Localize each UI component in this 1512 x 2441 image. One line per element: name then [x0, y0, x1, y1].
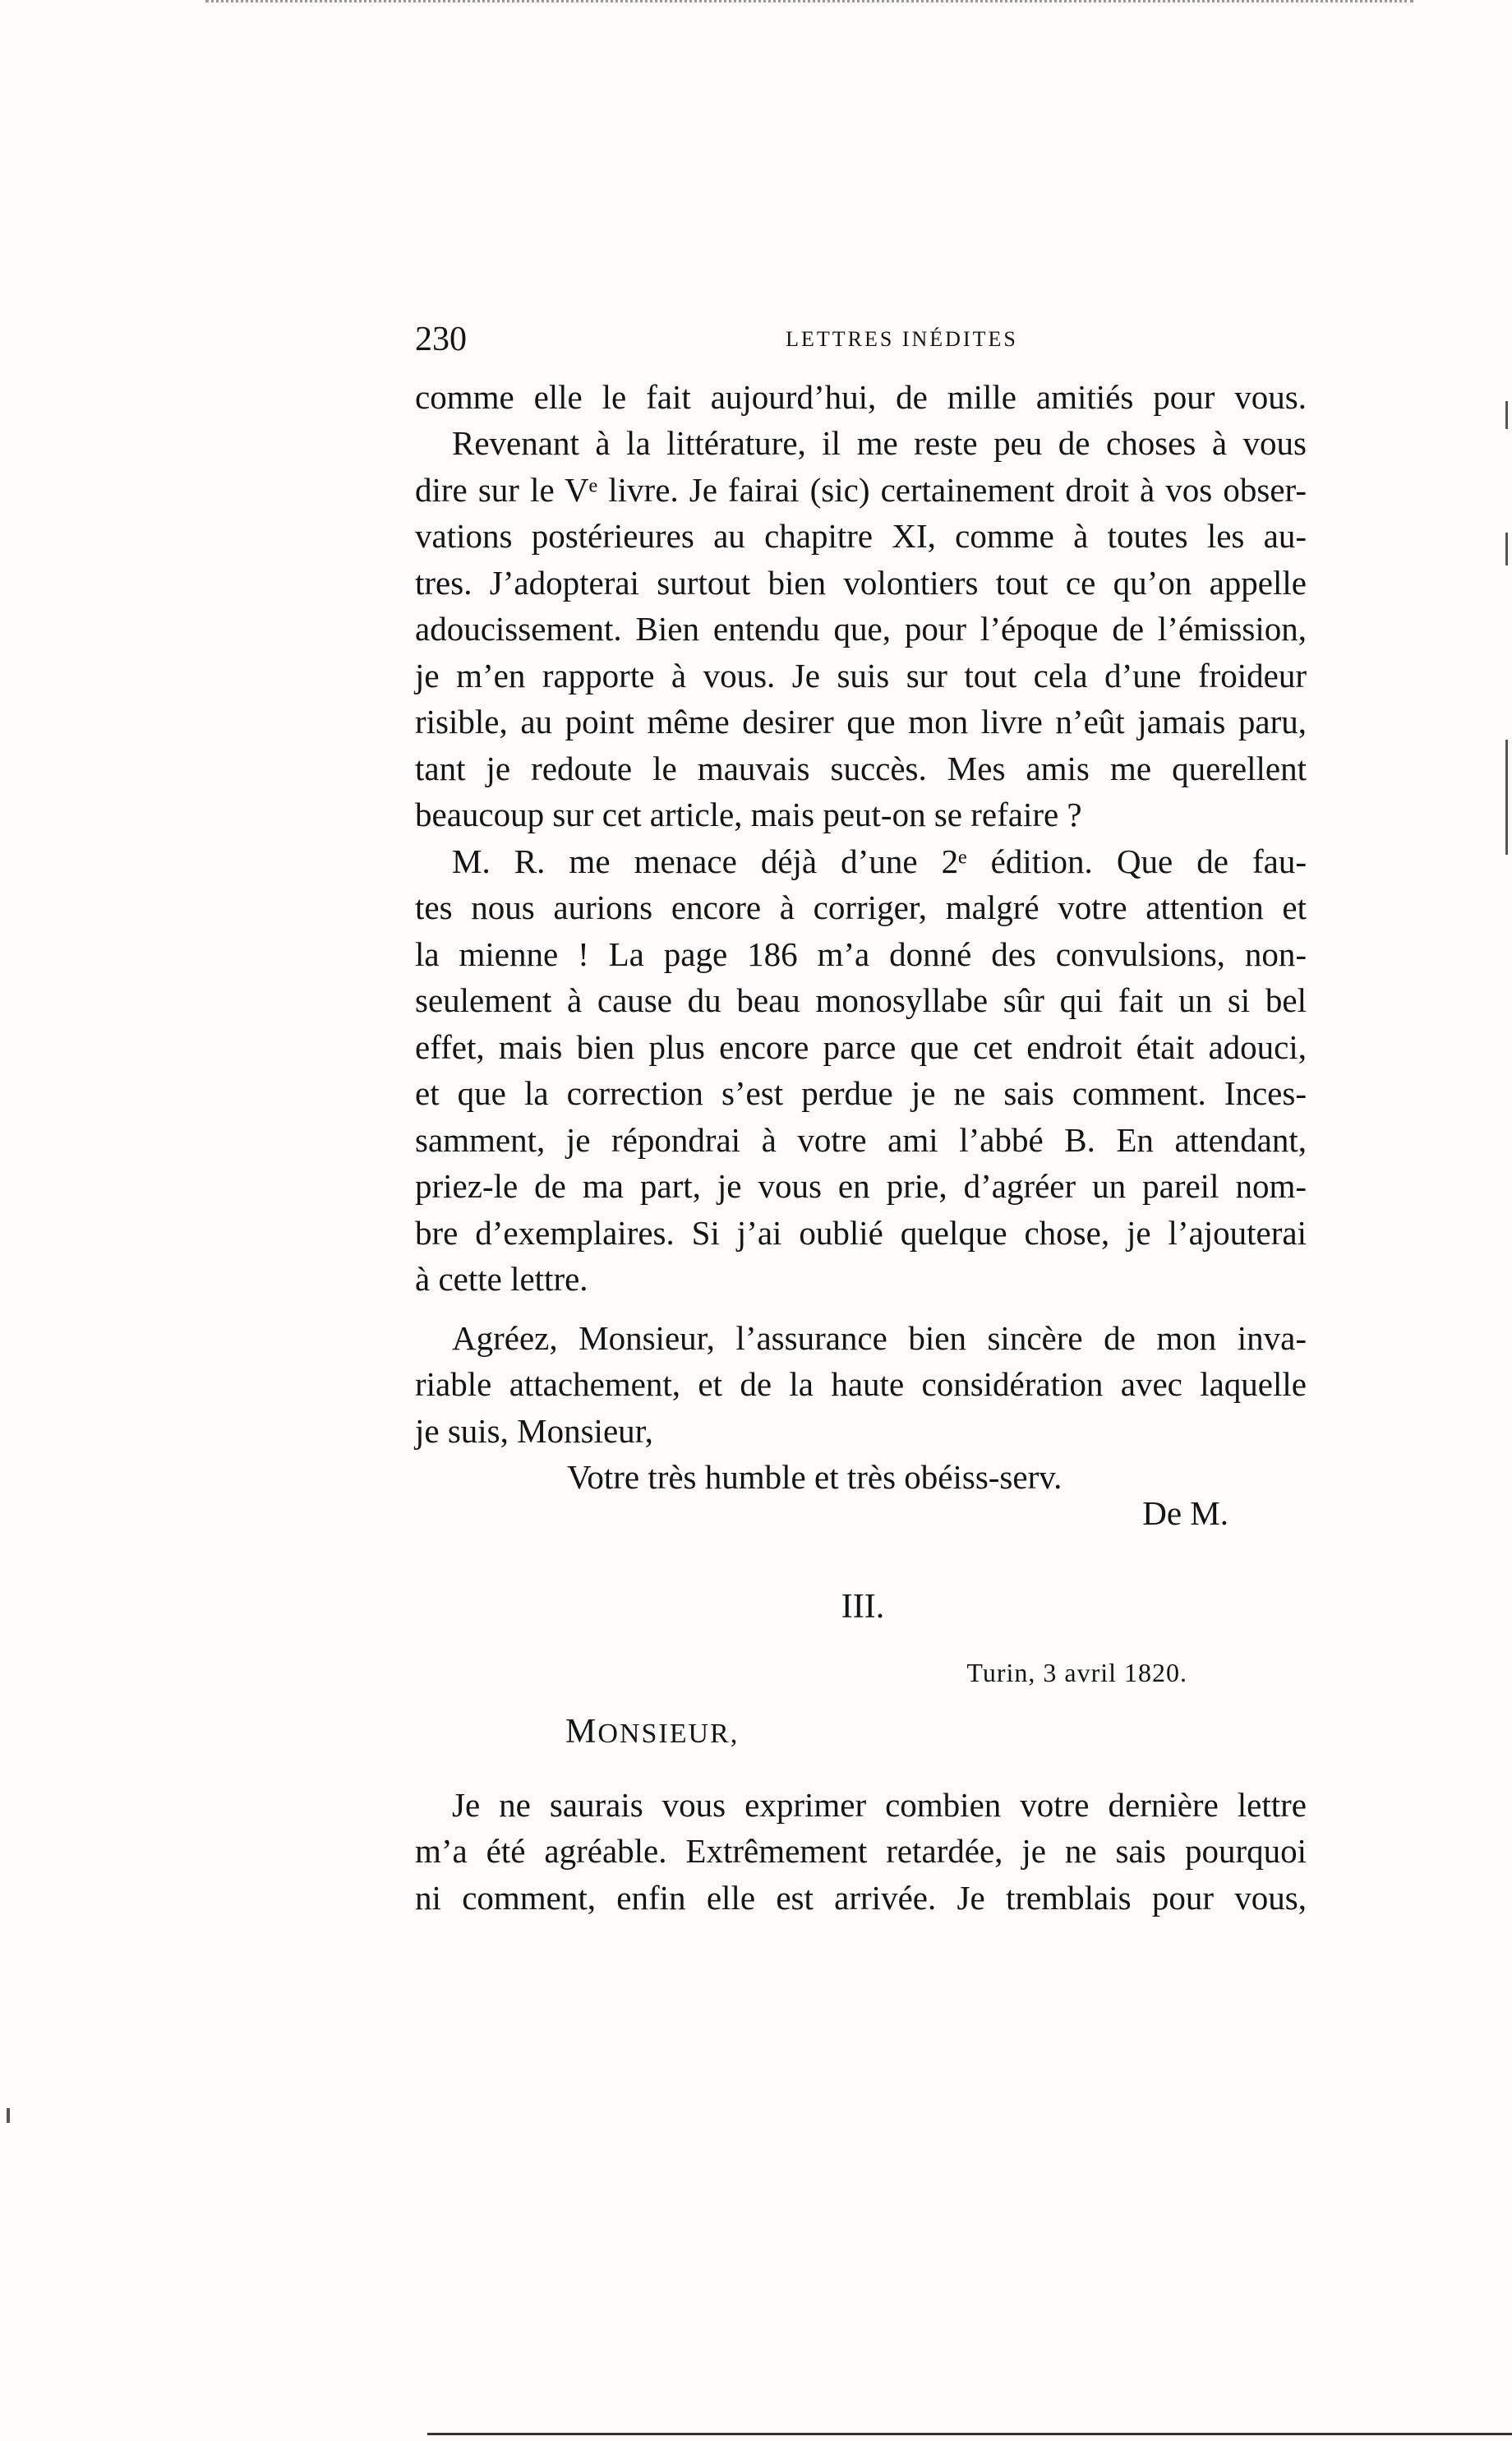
text-line: riable attachement, et de la haute considération avec laquelle	[415, 1365, 1307, 1403]
text-line: la mienne ! La page 186 m’a donné des convulsions, non-	[415, 935, 1307, 973]
text-line: risible, au point même desirer que mon livre n’eût jamais paru,	[415, 703, 1307, 741]
running-header	[415, 319, 1307, 360]
letter-signature: De M.	[1142, 1494, 1228, 1532]
text-line: Je ne saurais vous exprimer combien votre dernière lettre	[452, 1786, 1307, 1824]
text-line: comme elle le fait aujourd’hui, de mille amitiés pour vous.	[415, 378, 1307, 416]
letter-dateline: Turin, 3 avril 1820.	[966, 1658, 1187, 1687]
text-line: vations postérieures au chapitre XI, comme à toutes les au-	[415, 517, 1307, 555]
page-number: 230	[415, 321, 467, 358]
text-line: seulement à cause du beau monosyllabe sûr qui fait un si bel	[415, 981, 1307, 1019]
text-line: je suis, Monsieur,	[415, 1412, 653, 1450]
margin-mark	[7, 2108, 10, 2123]
salutation-initial: M	[565, 1713, 598, 1751]
text-line: M. R. me menace déjà d’une 2ᵉ édition. Que de fau-	[452, 842, 1307, 880]
text-line: priez-le de ma part, je vous en prie, d’agréer un pareil nom-	[415, 1167, 1307, 1205]
text-line: ni comment, enfin elle est arrivée. Je tremblais pour vous,	[415, 1879, 1307, 1917]
text-line: m’a été agréable. Extrêmement retardée, je ne sais pourquoi	[415, 1832, 1307, 1870]
text-line: samment, je répondrai à votre ami l’abbé B. En attendant,	[415, 1121, 1307, 1159]
text-line: beaucoup sur cet article, mais peut-on se refaire ?	[415, 796, 1082, 833]
letter-number: III.	[841, 1588, 885, 1626]
text-line: dire sur le Vᵉ livre. Je fairai (sic) certainement droit à vos obser-	[415, 471, 1307, 509]
text-line: bre d’exemplaires. Si j’ai oublié quelque chose, je l’ajouterai	[415, 1214, 1307, 1252]
margin-mark	[1505, 533, 1508, 565]
text-line: tes nous aurions encore à corriger, malgré votre attention et	[415, 888, 1307, 926]
text-line: effet, mais bien plus encore parce que cet endroit était adouci,	[415, 1028, 1307, 1066]
text-line: Revenant à la littérature, il me reste peu de choses à vous	[452, 424, 1307, 462]
margin-mark	[1505, 401, 1508, 429]
text-line: adoucissement. Bien entendu que, pour l’époque de l’émission,	[415, 610, 1307, 648]
scan-bottom-edge	[427, 2433, 1512, 2435]
scan-top-edge	[205, 0, 1413, 6]
text-line: à cette lettre.	[415, 1260, 588, 1298]
letter-closing: Votre très humble et très obéiss-serv.	[567, 1458, 1063, 1496]
text-line: tres. J’adopterai surtout bien volontiers tout ce qu’on appelle	[415, 564, 1307, 602]
text-line: je m’en rapporte à vous. Je suis sur tout cela d’une froideur	[415, 657, 1307, 694]
running-title: LETTRES INÉDITES	[786, 327, 1018, 351]
text-line: tant je redoute le mauvais succès. Mes amis me querellent	[415, 750, 1307, 787]
text-line: Agréez, Monsieur, l’assurance bien sincère de mon inva-	[452, 1319, 1307, 1357]
letter-salutation	[565, 1711, 739, 1755]
salutation-rest: ONSIEUR,	[597, 1719, 740, 1749]
margin-mark	[1505, 740, 1508, 855]
text-line: et que la correction s’est perdue je ne sais comment. Inces-	[415, 1074, 1307, 1112]
